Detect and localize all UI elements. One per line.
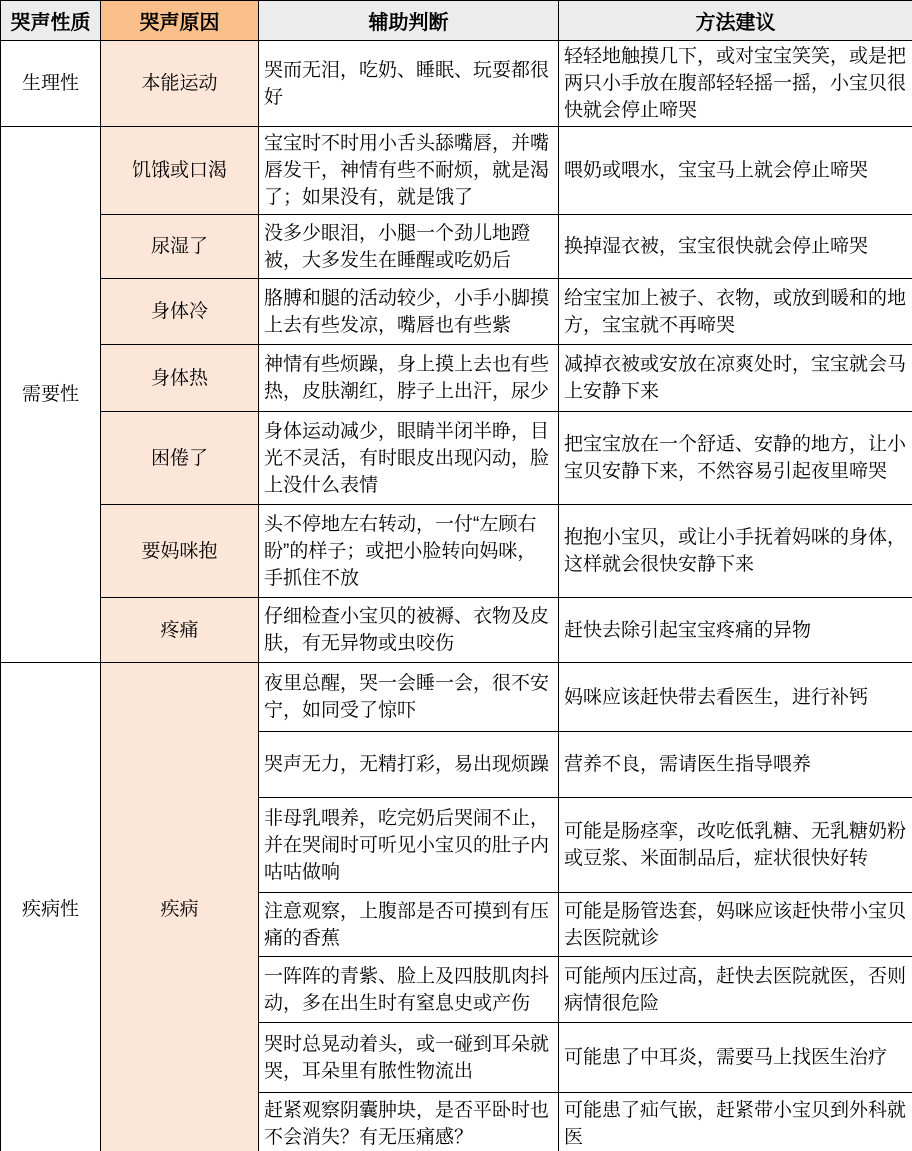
suggestion-cell: 换掉湿衣被，宝宝很快就会停止啼哭 <box>559 215 912 279</box>
cause-cell-disease: 疾病 <box>101 663 259 1151</box>
header-suggestion: 方法建议 <box>559 1 912 41</box>
nature-cell-need: 需要性 <box>1 127 101 663</box>
table-row <box>1 505 912 598</box>
judgment-cell: 宝宝时不时用小舌头舔嘴唇，并嘴唇发干，神情有些不耐烦，就是渴了；如果没有，就是饿了 <box>259 127 559 215</box>
cause-cell: 本能运动 <box>101 41 259 127</box>
suggestion-cell: 营养不良，需请医生指导喂养 <box>559 732 912 798</box>
judgment-cell: 夜里总醒，哭一会睡一会，很不安宁，如同受了惊吓 <box>259 663 559 732</box>
suggestion-cell: 轻轻地触摸几下，或对宝宝笑笑，或是把两只小手放在腹部轻轻摇一摇，小宝贝很快就会停止啼哭 <box>559 41 912 127</box>
table-row <box>1 663 912 732</box>
suggestion-cell: 可能患了疝气嵌，赶紧带小宝贝到外科就医 <box>559 1093 912 1151</box>
table-row <box>1 598 912 663</box>
judgment-cell: 哭时总晃动着头，或一碰到耳朵就哭，耳朵里有脓性物流出 <box>259 1023 559 1093</box>
cause-cell: 身体热 <box>101 345 259 412</box>
suggestion-cell: 可能是肠管迭套，妈咪应该赶快带小宝贝去医院就诊 <box>559 893 912 957</box>
suggestion-cell: 减掉衣被或安放在凉爽处时，宝宝就会马上安静下来 <box>559 345 912 412</box>
cause-cell: 尿湿了 <box>101 215 259 279</box>
cause-cell: 饥饿或口渴 <box>101 127 259 215</box>
suggestion-cell: 喂奶或喂水，宝宝马上就会停止啼哭 <box>559 127 912 215</box>
judgment-cell: 一阵阵的青紫、脸上及四肢肌肉抖动，多在出生时有窒息史或产伤 <box>259 957 559 1023</box>
table-row <box>1 41 912 127</box>
header-nature: 哭声性质 <box>1 1 101 41</box>
header-judgment: 辅助判断 <box>259 1 559 41</box>
judgment-cell: 神情有些烦躁，身上摸上去也有些热，皮肤潮红，脖子上出汗，尿少 <box>259 345 559 412</box>
table-row <box>1 345 912 412</box>
judgment-cell: 非母乳喂养，吃完奶后哭闹不止，并在哭闹时可听见小宝贝的肚子内咕咕做响 <box>259 798 559 893</box>
cause-cell: 困倦了 <box>101 412 259 505</box>
suggestion-cell: 把宝宝放在一个舒适、安静的地方，让小宝贝安静下来，不然容易引起夜里啼哭 <box>559 412 912 505</box>
judgment-cell: 仔细检查小宝贝的被褥、衣物及皮肤，有无异物或虫咬伤 <box>259 598 559 663</box>
table-row <box>1 412 912 505</box>
suggestion-cell: 可能是肠痉挛，改吃低乳糖、无乳糖奶粉或豆浆、米面制品后，症状很快好转 <box>559 798 912 893</box>
cause-cell: 疼痛 <box>101 598 259 663</box>
suggestion-cell: 可能颅内压过高，赶快去医院就医，否则病情很危险 <box>559 957 912 1023</box>
judgment-cell: 没多少眼泪，小腿一个劲儿地蹬被，大多发生在睡醒或吃奶后 <box>259 215 559 279</box>
nature-cell-disease: 疾病性 <box>1 663 101 1151</box>
suggestion-cell: 给宝宝加上被子、衣物，或放到暖和的地方，宝宝就不再啼哭 <box>559 279 912 345</box>
suggestion-cell: 抱抱小宝贝，或让小手抚着妈咪的身体，这样就会很快安静下来 <box>559 505 912 598</box>
judgment-cell: 哭声无力，无精打彩，易出现烦躁 <box>259 732 559 798</box>
suggestion-cell: 赶快去除引起宝宝疼痛的异物 <box>559 598 912 663</box>
cause-cell: 身体冷 <box>101 279 259 345</box>
header-row <box>1 1 912 41</box>
table-row <box>1 279 912 345</box>
table-row <box>1 127 912 215</box>
judgment-cell: 赶紧观察阴囊肿块，是否平卧时也不会消失？有无压痛感？ <box>259 1093 559 1151</box>
header-cause: 哭声原因 <box>101 1 259 41</box>
nature-cell-physiological: 生理性 <box>1 41 101 127</box>
judgment-cell: 注意观察，上腹部是否可摸到有压痛的香蕉 <box>259 893 559 957</box>
judgment-cell: 胳膊和腿的活动较少，小手小脚摸上去有些发凉，嘴唇也有些紫 <box>259 279 559 345</box>
judgment-cell: 头不停地左右转动，一付“左顾右盼”的样子；或把小脸转向妈咪，手抓住不放 <box>259 505 559 598</box>
table-row <box>1 215 912 279</box>
suggestion-cell: 妈咪应该赶快带去看医生，进行补钙 <box>559 663 912 732</box>
cause-cell: 要妈咪抱 <box>101 505 259 598</box>
suggestion-cell: 可能患了中耳炎，需要马上找医生治疗 <box>559 1023 912 1093</box>
judgment-cell: 哭而无泪，吃奶、睡眠、玩耍都很好 <box>259 41 559 127</box>
judgment-cell: 身体运动减少，眼睛半闭半睁，目光不灵活，有时眼皮出现闪动，脸上没什么表情 <box>259 412 559 505</box>
